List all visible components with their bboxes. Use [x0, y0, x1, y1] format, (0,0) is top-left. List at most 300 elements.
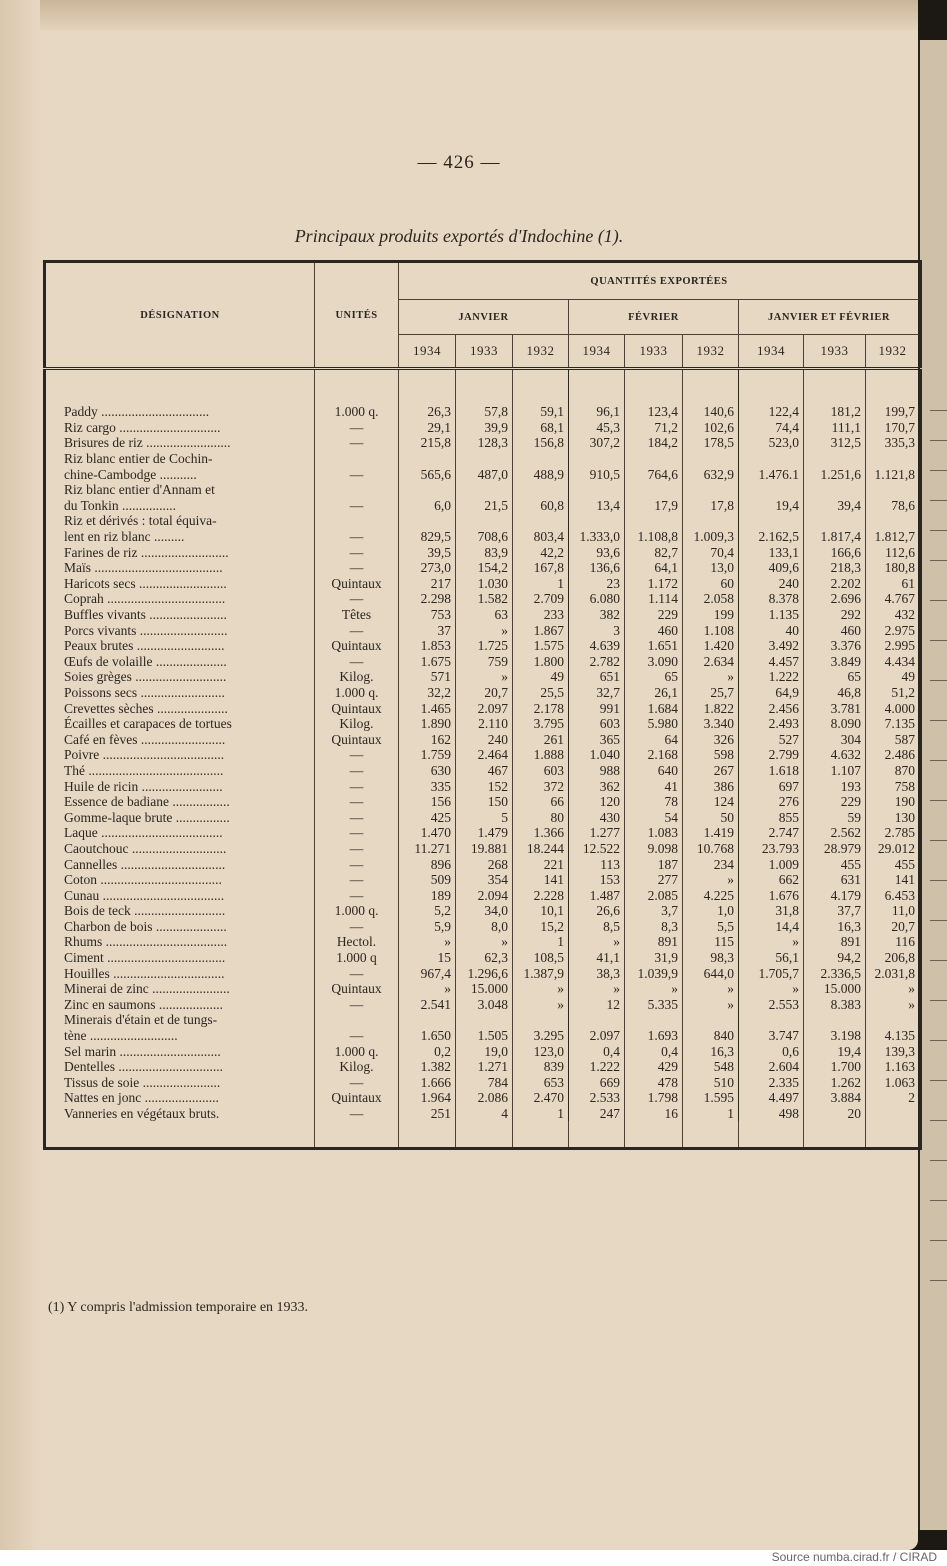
value-cell: 120	[569, 794, 625, 810]
value-cell: 39,9	[456, 420, 513, 436]
table-row	[45, 965, 921, 981]
value-cell: 1.800	[513, 654, 569, 670]
designation-cell: Huile de ricin ........................	[64, 778, 223, 794]
value-cell: 3	[569, 622, 625, 638]
value-cell: 3.340	[683, 716, 739, 732]
value-cell: 0,4	[569, 1043, 625, 1059]
designation-cell: Essence de badiane .................	[64, 794, 230, 810]
value-cell: 42,2	[513, 544, 569, 560]
value-cell: 803,4	[513, 529, 569, 545]
value-cell: 988	[569, 763, 625, 779]
value-cell: 221	[513, 856, 569, 872]
value-cell: 425	[399, 809, 456, 825]
value-cell: 96,1	[569, 404, 625, 420]
table-row	[45, 919, 921, 935]
value-cell	[513, 451, 569, 467]
value-cell	[569, 1012, 625, 1028]
year-header: 1933	[456, 335, 513, 369]
value-cell: 2.553	[739, 997, 804, 1013]
value-cell: »	[569, 934, 625, 950]
value-cell: 784	[456, 1075, 513, 1091]
year-header: 1934	[739, 335, 804, 369]
value-cell: 304	[804, 731, 866, 747]
value-cell: 2.298	[399, 591, 456, 607]
value-cell: 2.604	[739, 1059, 804, 1075]
value-cell	[513, 1012, 569, 1028]
value-cell	[804, 513, 866, 529]
unit-cell: —	[315, 420, 399, 436]
value-cell: 598	[683, 747, 739, 763]
unit-cell: Kilog.	[315, 669, 399, 685]
value-cell: 8,0	[456, 919, 513, 935]
value-cell: 1.725	[456, 638, 513, 654]
unit-cell: —	[315, 747, 399, 763]
table-row	[45, 778, 921, 794]
value-cell: 2.562	[804, 825, 866, 841]
value-cell: 13,4	[569, 498, 625, 514]
value-cell: 1.651	[625, 638, 683, 654]
value-cell: 1	[513, 1106, 569, 1122]
unit-cell: —	[315, 872, 399, 888]
value-cell: 29.012	[866, 841, 921, 857]
value-cell: 19,0	[456, 1043, 513, 1059]
value-cell: 1.382	[399, 1059, 456, 1075]
value-cell: 156	[399, 794, 456, 810]
unit-cell: —	[315, 763, 399, 779]
unit-cell: —	[315, 825, 399, 841]
value-cell: 54	[625, 809, 683, 825]
value-cell: 20	[804, 1106, 866, 1122]
value-cell: 1.650	[399, 1028, 456, 1044]
unit-cell: —	[315, 622, 399, 638]
designation-cell: Vanneries en végétaux bruts.	[64, 1106, 220, 1122]
designation-cell: Charbon de bois .....................	[64, 918, 227, 934]
value-cell: 467	[456, 763, 513, 779]
value-cell: 2.456	[739, 700, 804, 716]
value-cell: 2.335	[739, 1075, 804, 1091]
table-row	[45, 607, 921, 623]
value-cell: 365	[569, 731, 625, 747]
value-cell: 1.575	[513, 638, 569, 654]
value-cell: 8,3	[625, 919, 683, 935]
value-cell: 1.867	[513, 622, 569, 638]
designation-cell: Maïs ......................................	[64, 560, 223, 576]
value-cell	[456, 451, 513, 467]
value-cell: 1.479	[456, 825, 513, 841]
value-cell	[625, 513, 683, 529]
table-row	[45, 794, 921, 810]
value-cell: 122,4	[739, 404, 804, 420]
table-row	[45, 1012, 921, 1028]
value-cell: 82,7	[625, 544, 683, 560]
designation-cell: chine-Cambodge ...........	[64, 466, 197, 482]
value-cell: 870	[866, 763, 921, 779]
value-cell: 292	[804, 607, 866, 623]
value-cell: »	[739, 934, 804, 950]
value-cell: 764,6	[625, 466, 683, 482]
year-header: 1934	[569, 335, 625, 369]
unit-cell: Quintaux	[315, 1090, 399, 1106]
value-cell: 8.378	[739, 591, 804, 607]
designation-cell: Cannelles ...............................	[64, 856, 226, 872]
unit-cell: —	[315, 435, 399, 451]
value-cell: »	[399, 981, 456, 997]
value-cell: »	[456, 934, 513, 950]
unit-cell: —	[315, 498, 399, 514]
value-cell: 455	[866, 856, 921, 872]
value-cell: 1.419	[683, 825, 739, 841]
value-cell: 49	[866, 669, 921, 685]
value-cell: 1,0	[683, 903, 739, 919]
table-row	[45, 529, 921, 545]
value-cell: 855	[739, 809, 804, 825]
value-cell	[399, 513, 456, 529]
value-cell: 326	[683, 731, 739, 747]
value-cell: 19.881	[456, 841, 513, 857]
value-cell: 133,1	[739, 544, 804, 560]
value-cell: 460	[625, 622, 683, 638]
unit-cell: Quintaux	[315, 981, 399, 997]
value-cell: 510	[683, 1075, 739, 1091]
value-cell: 93,6	[569, 544, 625, 560]
value-cell	[399, 1012, 456, 1028]
value-cell: 23	[569, 576, 625, 592]
unit-cell: —	[315, 591, 399, 607]
unit-cell	[315, 451, 399, 467]
value-cell: 2.097	[569, 1028, 625, 1044]
designation-cell: Poissons secs .........................	[64, 684, 225, 700]
unit-cell: —	[315, 560, 399, 576]
value-cell: 83,9	[456, 544, 513, 560]
value-cell: 51,2	[866, 685, 921, 701]
table-title: Principaux produits exportés d'Indochine (1).	[294, 226, 624, 246]
value-cell: 3.376	[804, 638, 866, 654]
unit-cell: —	[315, 1075, 399, 1091]
unit-cell	[315, 482, 399, 498]
value-cell: 74,4	[739, 420, 804, 436]
table-row	[45, 731, 921, 747]
units-header: UNITÉS	[315, 262, 399, 369]
value-cell: 152	[456, 778, 513, 794]
value-cell: 4.179	[804, 887, 866, 903]
value-cell: 7.135	[866, 716, 921, 732]
value-cell: 1.333,0	[569, 529, 625, 545]
value-cell: 1.675	[399, 654, 456, 670]
value-cell: 3.795	[513, 716, 569, 732]
value-cell: 150	[456, 794, 513, 810]
value-cell: 184,2	[625, 435, 683, 451]
value-cell: 1.420	[683, 638, 739, 654]
value-cell: 3,7	[625, 903, 683, 919]
value-cell: 5	[456, 809, 513, 825]
value-cell: 170,7	[866, 420, 921, 436]
value-cell	[456, 513, 513, 529]
value-cell: 759	[456, 654, 513, 670]
value-cell: 1.271	[456, 1059, 513, 1075]
value-cell: 1.505	[456, 1028, 513, 1044]
value-cell	[625, 1012, 683, 1028]
value-cell: 4.767	[866, 591, 921, 607]
unit-cell	[315, 1012, 399, 1028]
value-cell: »	[739, 981, 804, 997]
unit-cell: —	[315, 1028, 399, 1044]
value-cell: 840	[683, 1028, 739, 1044]
unit-cell	[315, 513, 399, 529]
value-cell: »	[625, 981, 683, 997]
value-cell: 3.747	[739, 1028, 804, 1044]
value-cell: 1.251,6	[804, 466, 866, 482]
table-row	[45, 435, 921, 451]
designation-header: DÉSIGNATION	[45, 262, 315, 369]
value-cell: 460	[804, 622, 866, 638]
value-cell: 26,6	[569, 903, 625, 919]
designation-cell: Cunau ....................................	[64, 887, 225, 903]
value-cell: 708,6	[456, 529, 513, 545]
value-cell: 229	[625, 607, 683, 623]
value-cell: 277	[625, 872, 683, 888]
value-cell: 71,2	[625, 420, 683, 436]
unit-cell: —	[315, 544, 399, 560]
year-header: 1932	[866, 335, 921, 369]
unit-cell: —	[315, 841, 399, 857]
value-cell: 1.700	[804, 1059, 866, 1075]
value-cell: »	[513, 981, 569, 997]
table-row	[45, 950, 921, 966]
adjacent-page-edge	[918, 40, 947, 1530]
value-cell: 2.031,8	[866, 965, 921, 981]
table-row	[45, 747, 921, 763]
value-cell: 14,4	[739, 919, 804, 935]
value-cell: 1	[513, 934, 569, 950]
value-cell: 98,3	[683, 950, 739, 966]
designation-cell: Soies grèges ...........................	[64, 669, 227, 685]
value-cell: 631	[804, 872, 866, 888]
table-row	[45, 903, 921, 919]
value-cell: 50	[683, 809, 739, 825]
value-cell: 829,5	[399, 529, 456, 545]
value-cell: 49	[513, 669, 569, 685]
value-cell: 1.798	[625, 1090, 683, 1106]
value-cell: 15.000	[456, 981, 513, 997]
value-cell: 21,5	[456, 498, 513, 514]
table-row	[45, 638, 921, 654]
value-cell: 429	[625, 1059, 683, 1075]
table-row	[45, 1028, 921, 1044]
designation-cell: Écailles et carapaces de tortues	[64, 716, 232, 732]
table-row	[45, 482, 921, 498]
value-cell: 662	[739, 872, 804, 888]
designation-cell: Zinc en saumons ...................	[64, 996, 223, 1012]
value-cell: 1.759	[399, 747, 456, 763]
value-cell: 2.336,5	[804, 965, 866, 981]
value-cell	[399, 482, 456, 498]
value-cell: 1.222	[569, 1059, 625, 1075]
value-cell	[456, 1012, 513, 1028]
table-row	[45, 872, 921, 888]
designation-cell: Riz cargo ..............................	[64, 419, 221, 435]
value-cell: »	[456, 622, 513, 638]
value-cell: 523,0	[739, 435, 804, 451]
value-cell: 753	[399, 607, 456, 623]
table-row	[45, 825, 921, 841]
table-row	[45, 404, 921, 420]
value-cell: 3.884	[804, 1090, 866, 1106]
value-cell: 78	[625, 794, 683, 810]
value-cell: 123,4	[625, 404, 683, 420]
value-cell: 335,3	[866, 435, 921, 451]
value-cell: 1.296,6	[456, 965, 513, 981]
value-cell: 251	[399, 1106, 456, 1122]
value-cell: 215,8	[399, 435, 456, 451]
value-cell: 57,8	[456, 404, 513, 420]
table-row	[45, 700, 921, 716]
value-cell: »	[456, 669, 513, 685]
value-cell: 891	[625, 934, 683, 950]
value-cell	[569, 451, 625, 467]
page-top-edge	[0, 0, 918, 30]
unit-cell: Quintaux	[315, 576, 399, 592]
value-cell: 64	[625, 731, 683, 747]
value-cell: 4.225	[683, 887, 739, 903]
value-cell: 29,1	[399, 420, 456, 436]
table-row	[45, 669, 921, 685]
source-credit: Source numba.cirad.fr / CIRAD	[0, 1550, 947, 1566]
designation-cell: du Tonkin ................	[64, 497, 177, 513]
value-cell: 5,9	[399, 919, 456, 935]
designation-cell: lent en riz blanc .........	[64, 529, 185, 545]
designation-cell: Farines de riz ..........................	[64, 544, 229, 560]
designation-cell: Nattes en jonc ......................	[64, 1090, 219, 1106]
value-cell: 1.030	[456, 576, 513, 592]
value-cell: 3.198	[804, 1028, 866, 1044]
value-cell: 166,6	[804, 544, 866, 560]
unit-cell: 1.000 q.	[315, 404, 399, 420]
value-cell: 4.497	[739, 1090, 804, 1106]
value-cell: 11.271	[399, 841, 456, 857]
value-cell: 19,4	[739, 498, 804, 514]
table-row	[45, 654, 921, 670]
value-cell: »	[399, 934, 456, 950]
value-cell: 2.785	[866, 825, 921, 841]
value-cell: 78,6	[866, 498, 921, 514]
value-cell: 382	[569, 607, 625, 623]
table-row	[45, 1106, 921, 1122]
unit-cell: Quintaux	[315, 700, 399, 716]
table-row	[45, 513, 921, 529]
value-cell: 123,0	[513, 1043, 569, 1059]
designation-cell: Rhums ....................................	[64, 934, 228, 950]
value-cell: 587	[866, 731, 921, 747]
unit-cell: Quintaux	[315, 731, 399, 747]
value-cell: 2.085	[625, 887, 683, 903]
value-cell: 267	[683, 763, 739, 779]
table-row	[45, 591, 921, 607]
unit-cell: —	[315, 809, 399, 825]
designation-cell: Tissus de soie .......................	[64, 1074, 221, 1090]
value-cell: 2.464	[456, 747, 513, 763]
value-cell: 1.107	[804, 763, 866, 779]
value-cell: 2.533	[569, 1090, 625, 1106]
value-cell	[399, 451, 456, 467]
value-cell: 26,3	[399, 404, 456, 420]
value-cell: 455	[804, 856, 866, 872]
value-cell: 1.705,7	[739, 965, 804, 981]
value-cell: 113	[569, 856, 625, 872]
value-cell: 16	[625, 1106, 683, 1122]
value-cell: 141	[513, 872, 569, 888]
value-cell: 2.493	[739, 716, 804, 732]
value-cell: »	[683, 872, 739, 888]
unit-cell: 1.000 q	[315, 950, 399, 966]
value-cell: 37	[399, 622, 456, 638]
value-cell: 1.822	[683, 700, 739, 716]
value-cell: 2.747	[739, 825, 804, 841]
value-cell: 3.492	[739, 638, 804, 654]
value-cell: 153	[569, 872, 625, 888]
value-cell: 2.168	[625, 747, 683, 763]
designation-cell: Minerais d'étain et de tungs-	[64, 1012, 218, 1028]
table-row	[45, 934, 921, 950]
value-cell: 571	[399, 669, 456, 685]
designation-cell: Dentelles ...............................	[64, 1059, 223, 1075]
unit-cell: Têtes	[315, 607, 399, 623]
value-cell: 1.470	[399, 825, 456, 841]
year-header: 1933	[625, 335, 683, 369]
table-row	[45, 1075, 921, 1091]
unit-cell: 1.000 q.	[315, 903, 399, 919]
value-cell: 229	[804, 794, 866, 810]
value-cell: 61	[866, 576, 921, 592]
value-cell: 178,5	[683, 435, 739, 451]
value-cell: 18.244	[513, 841, 569, 857]
table-row	[45, 716, 921, 732]
value-cell: 136,6	[569, 560, 625, 576]
value-cell: 233	[513, 607, 569, 623]
value-cell	[866, 451, 921, 467]
value-cell	[804, 451, 866, 467]
value-cell: 70,4	[683, 544, 739, 560]
value-cell	[456, 482, 513, 498]
value-cell: 3.048	[456, 997, 513, 1013]
value-cell: 3.781	[804, 700, 866, 716]
value-cell: 1.040	[569, 747, 625, 763]
value-cell: 3.849	[804, 654, 866, 670]
value-cell: 2.541	[399, 997, 456, 1013]
value-cell	[625, 482, 683, 498]
value-cell: 128,3	[456, 435, 513, 451]
value-cell: 26,1	[625, 685, 683, 701]
value-cell: 60,8	[513, 498, 569, 514]
value-cell	[513, 513, 569, 529]
value-cell	[513, 482, 569, 498]
unit-cell: Quintaux	[315, 638, 399, 654]
value-cell: 41	[625, 778, 683, 794]
value-cell: 240	[739, 576, 804, 592]
designation-cell: tène ..........................	[64, 1028, 178, 1044]
value-cell	[739, 451, 804, 467]
designation-cell: Buffles vivants .......................	[64, 607, 227, 623]
table-row	[45, 841, 921, 857]
value-cell: 1.476.1	[739, 466, 804, 482]
value-cell	[683, 1012, 739, 1028]
value-cell	[866, 482, 921, 498]
value-cell: 64,1	[625, 560, 683, 576]
value-cell: 669	[569, 1075, 625, 1091]
designation-cell: Laque ....................................	[64, 825, 223, 841]
unit-cell: —	[315, 919, 399, 935]
value-cell: 1.083	[625, 825, 683, 841]
value-cell: 56,1	[739, 950, 804, 966]
